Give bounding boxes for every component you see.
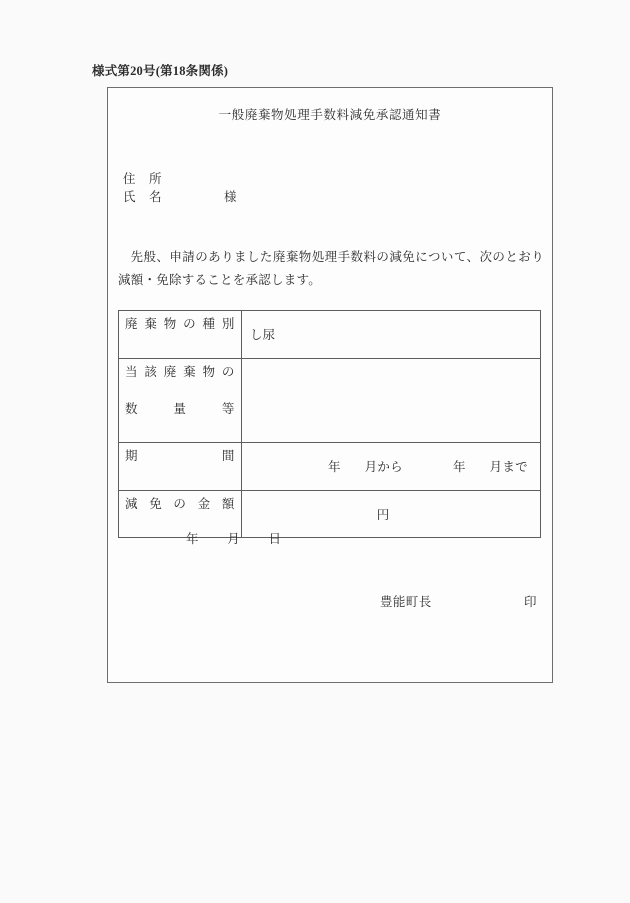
table-row (119, 442, 541, 490)
date-month-label: 月 (227, 532, 240, 546)
period-year-to: 年 (452, 460, 466, 475)
table-row (119, 311, 541, 359)
recipient-name-label: 氏 名 (123, 190, 163, 204)
form-number-label: 様式第20号(第18条関係) (92, 64, 229, 78)
waste-type-value: し尿 (242, 311, 541, 359)
document-frame (107, 87, 553, 683)
body-paragraph: 先般、申請のありました廃棄物処理手数料の減免について、次のとおり減額・免除することを承認します。 (118, 250, 544, 288)
seal-mark: 印 (524, 595, 537, 609)
reduction-amount-value: 円 (242, 490, 541, 538)
reduction-amount-label: 減免の金額 (119, 490, 242, 538)
date-day-label: 日 (268, 532, 282, 546)
waste-type-label: 廃棄物の種別 (119, 311, 242, 359)
table-row (119, 358, 541, 442)
period-month-to: 月まで (489, 460, 528, 475)
recipient-honorific: 様 (224, 190, 238, 204)
issuer-line (380, 592, 540, 610)
recipient-name-row (123, 187, 237, 205)
date-year-label: 年 (186, 532, 199, 546)
table-row (119, 490, 541, 538)
date-line (186, 529, 281, 547)
period-year-from: 年 (328, 460, 341, 475)
period-label: 期 間 (119, 442, 242, 490)
page-title: 一般廃棄物処理手数料減免承認通知書 (218, 108, 442, 122)
detail-table (118, 310, 541, 538)
waste-quantity-value (242, 358, 541, 442)
period-month-from: 月から (364, 460, 403, 475)
period-value (242, 442, 541, 490)
recipient-address-label: 住 所 (123, 172, 163, 186)
waste-quantity-label: 当該廃棄物の 数 量 等 (119, 358, 242, 442)
issuer-name: 豊能町長 (380, 595, 432, 609)
